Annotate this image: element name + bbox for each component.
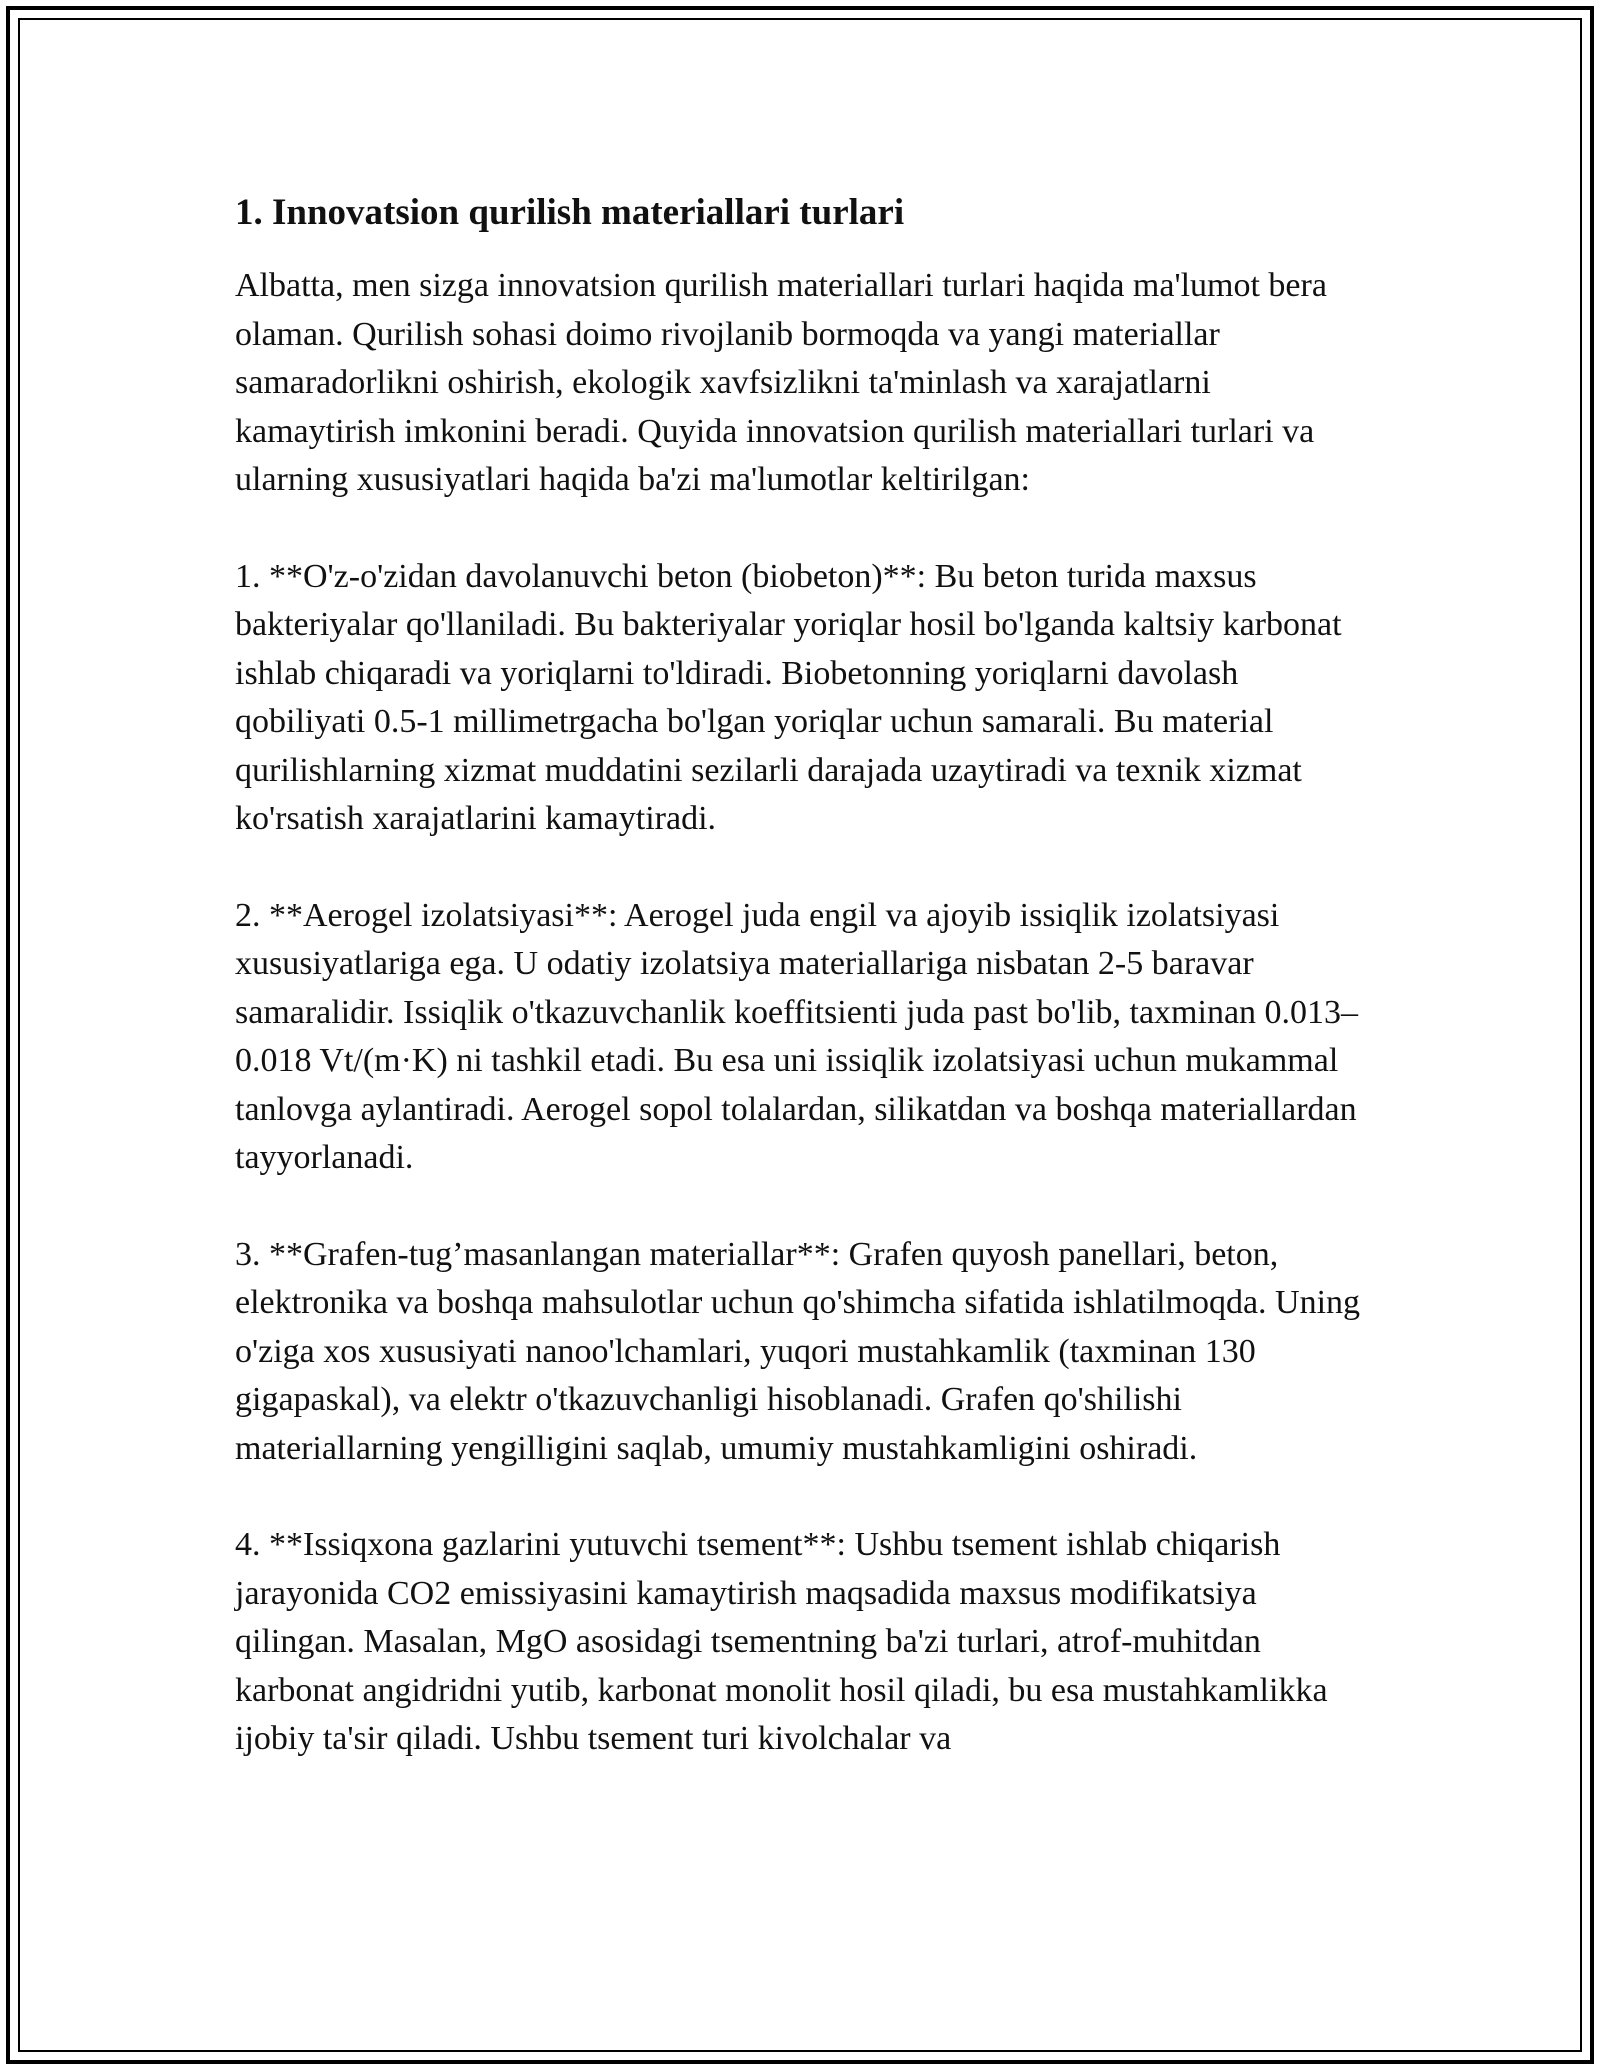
- item-2-paragraph: 2. **Aerogel izolatsiyasi**: Aerogel juda engil va ajoyib issiqlik izolatsiyasi xususiyatlariga ega. U odatiy izolatsiya materiallariga nisbatan 2-5 baravar samaralidir. Issiqlik o'tkazuvchanlik koeffitsienti juda past bo'lib, taxminan 0.013–0.018 Vt/(m·K) ni tashkil etadi. Bu esa uni issiqlik izolatsiyasi uchun mukammal tanlovga aylantiradi. Aerogel sopol tolalardan, silikatdan va boshqa materiallardan tayyorlanadi.: [235, 896, 1359, 1176]
- document-body: [235, 186, 1370, 1812]
- intro-paragraph: Albatta, men sizga innovatsion qurilish materiallari turlari haqida ma'lumot bera olaman. Qurilish sohasi doimo rivojlanib bormoqda va yangi materiallar samaradorlikni oshirish, ekologik xavfsizlikni ta'minlash va xarajatlarni kamaytirish imkonini beradi. Quyida innovatsion qurilish materiallari turlari va ularning xususiyatlari haqida ba'zi ma'lumotlar keltirilgan:: [235, 267, 1327, 498]
- section-heading: 1. Innovatsion qurilish materiallari turlari: [235, 192, 905, 233]
- item-4-paragraph: 4. **Issiqxona gazlarini yutuvchi tsement**: Ushbu tsement ishlab chiqarish jarayonida CO2 emissiyasini kamaytirish maqsadida maxsus modifikatsiya qilingan. Masalan, MgO asosidagi tsementning ba'zi turlari, atrof-muhitdan karbonat angidridni yutib, karbonat monolit hosil qiladi, bu esa mustahkamlikka ijobiy ta'sir qiladi. Ushbu tsement turi kivolchalar va: [235, 1526, 1328, 1757]
- item-1-paragraph: 1. **O'z-o'zidan davolanuvchi beton (biobeton)**: Bu beton turida maxsus bakteriyalar qo'llaniladi. Bu bakteriyalar yoriqlar hosil bo'lganda kaltsiy karbonat ishlab chiqaradi va yoriqlarni to'ldiradi. Biobetonning yoriqlarni davolash qobiliyati 0.5-1 millimetrgacha bo'lgan yoriqlar uchun samarali. Bu material qurilishlarning xizmat muddatini sezilarli darajada uzaytiradi va texnik xizmat ko'rsatish xarajatlarini kamaytiradi.: [235, 557, 1342, 837]
- item-3-paragraph: 3. **Grafen-tug’masanlangan materiallar**: Grafen quyosh panellari, beton, elektronika va boshqa mahsulotlar uchun qo'shimcha sifatida ishlatilmoqda. Uning o'ziga xos xususiyati nanoo'lchamlari, yuqori mustahkamlik (taxminan 130 gigapaskal), va elektr o'tkazuvchanligi hisoblanadi. Grafen qo'shilishi materiallarning yengilligini saqlab, umumiy mustahkamligini oshiradi.: [235, 1235, 1361, 1467]
